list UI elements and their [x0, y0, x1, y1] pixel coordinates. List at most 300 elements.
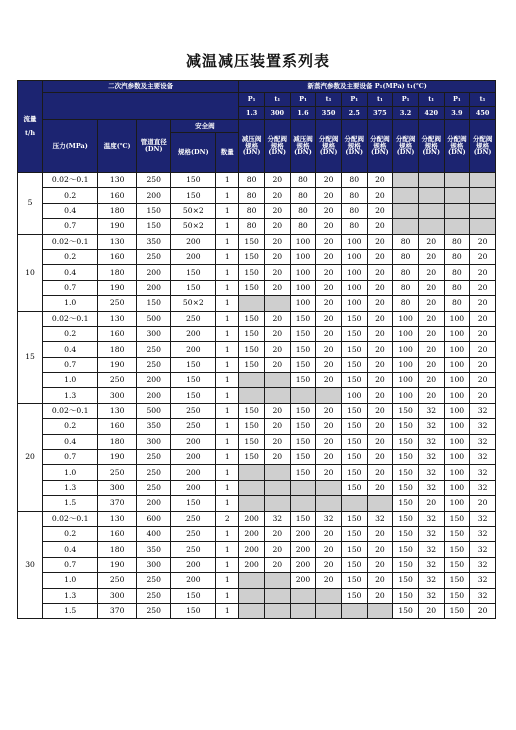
- pressure-header: 压力(MPa): [43, 120, 98, 173]
- table-cell: 150: [341, 542, 367, 557]
- table-cell: 1.3: [43, 388, 98, 403]
- table-cell: 20: [418, 265, 444, 280]
- table-row: [18, 203, 496, 218]
- table-cell: 200: [171, 342, 216, 357]
- table-cell: 100: [341, 296, 367, 311]
- table-cell: 1: [216, 311, 239, 326]
- table-cell: 20: [367, 419, 393, 434]
- table-cell: 250: [136, 450, 170, 465]
- table-cell: 200: [136, 188, 170, 203]
- table-cell: 80: [290, 203, 316, 218]
- dist-header: 分配阀规格(DN): [393, 120, 419, 173]
- table-cell: 100: [444, 419, 470, 434]
- table-row: [18, 496, 496, 511]
- table-cell: 150: [171, 265, 216, 280]
- table-cell: [316, 496, 342, 511]
- table-cell: 32: [470, 465, 496, 480]
- table-cell: 150: [171, 280, 216, 295]
- table-cell: 80: [290, 173, 316, 188]
- table-cell: [239, 603, 265, 618]
- table-cell: 250: [136, 480, 170, 495]
- table-cell: 20: [367, 480, 393, 495]
- table-cell: 20: [418, 249, 444, 264]
- table-cell: 200: [171, 234, 216, 249]
- table-cell: 150: [290, 465, 316, 480]
- table-cell: [418, 173, 444, 188]
- flow-cell: 10: [18, 234, 43, 311]
- table-cell: 200: [171, 573, 216, 588]
- table-cell: 150: [239, 342, 265, 357]
- table-cell: [264, 388, 290, 403]
- table-cell: 80: [239, 219, 265, 234]
- table-cell: [264, 588, 290, 603]
- pair-0-t-label: t₁: [264, 93, 290, 107]
- table-cell: [264, 496, 290, 511]
- table-cell: 150: [341, 357, 367, 372]
- flow-header: 流量 t/h: [18, 81, 43, 173]
- table-cell: 100: [393, 342, 419, 357]
- flow-cell: 15: [18, 311, 43, 403]
- table-cell: 100: [393, 388, 419, 403]
- table-cell: 32: [418, 511, 444, 526]
- table-cell: 250: [136, 249, 170, 264]
- table-cell: 150: [393, 403, 419, 418]
- table-cell: 32: [418, 480, 444, 495]
- table-cell: 80: [239, 188, 265, 203]
- table-cell: 80: [341, 203, 367, 218]
- table-cell: 20: [264, 357, 290, 372]
- table-cell: 250: [171, 526, 216, 541]
- table-cell: 32: [470, 450, 496, 465]
- table-cell: [393, 188, 419, 203]
- table-cell: 20: [470, 496, 496, 511]
- table-cell: 100: [444, 373, 470, 388]
- table-cell: 0.2: [43, 326, 98, 341]
- table-cell: 80: [290, 219, 316, 234]
- table-cell: 20: [470, 296, 496, 311]
- table-cell: 32: [264, 511, 290, 526]
- table-cell: 150: [393, 465, 419, 480]
- series-table: [17, 80, 496, 619]
- table-cell: 1.0: [43, 373, 98, 388]
- table-cell: 150: [393, 480, 419, 495]
- table-cell: 1.0: [43, 573, 98, 588]
- table-cell: 1: [216, 265, 239, 280]
- table-cell: [264, 603, 290, 618]
- table-cell: 350: [136, 234, 170, 249]
- table-cell: 32: [470, 403, 496, 418]
- pair-4-t-value: 450: [470, 107, 496, 120]
- table-cell: 250: [136, 173, 170, 188]
- table-cell: 150: [290, 311, 316, 326]
- table-cell: [264, 480, 290, 495]
- table-cell: 32: [418, 542, 444, 557]
- table-cell: 1: [216, 296, 239, 311]
- table-cell: 200: [171, 465, 216, 480]
- table-cell: 1.0: [43, 296, 98, 311]
- table-cell: 150: [171, 388, 216, 403]
- table-cell: [239, 373, 265, 388]
- table-cell: 100: [290, 234, 316, 249]
- table-cell: 1: [216, 203, 239, 218]
- table-cell: 32: [470, 434, 496, 449]
- table-cell: 20: [470, 342, 496, 357]
- table-cell: 150: [171, 496, 216, 511]
- table-cell: 20: [367, 388, 393, 403]
- table-cell: [239, 573, 265, 588]
- table-cell: 150: [290, 373, 316, 388]
- table-cell: 150: [290, 511, 316, 526]
- table-cell: 32: [418, 465, 444, 480]
- table-cell: 130: [98, 511, 137, 526]
- table-cell: 0.7: [43, 280, 98, 295]
- table-cell: 32: [418, 434, 444, 449]
- table-cell: 150: [136, 219, 170, 234]
- table-cell: 20: [470, 234, 496, 249]
- table-cell: 20: [316, 542, 342, 557]
- table-cell: 150: [239, 326, 265, 341]
- table-cell: [316, 603, 342, 618]
- table-cell: 32: [470, 526, 496, 541]
- table-cell: 160: [98, 326, 137, 341]
- table-cell: 32: [418, 573, 444, 588]
- table-cell: 100: [290, 296, 316, 311]
- table-cell: [290, 480, 316, 495]
- safety-valve-header: 安全阀: [171, 120, 239, 133]
- table-cell: 200: [239, 557, 265, 572]
- table-cell: 20: [316, 280, 342, 295]
- table-cell: 20: [367, 173, 393, 188]
- table-cell: 130: [98, 311, 137, 326]
- table-cell: 150: [341, 326, 367, 341]
- table-cell: 150: [444, 511, 470, 526]
- table-cell: 80: [444, 234, 470, 249]
- table-row: [18, 603, 496, 618]
- table-cell: 80: [393, 265, 419, 280]
- table-cell: 150: [341, 342, 367, 357]
- table-cell: 100: [393, 326, 419, 341]
- table-cell: [341, 603, 367, 618]
- table-cell: 20: [316, 249, 342, 264]
- pair-3-t-label: t₁: [418, 93, 444, 107]
- table-cell: 150: [341, 557, 367, 572]
- table-cell: 250: [136, 603, 170, 618]
- pair-2-p-value: 2.5: [341, 107, 367, 120]
- table-cell: 20: [470, 357, 496, 372]
- table-cell: 150: [444, 557, 470, 572]
- table-cell: 1: [216, 326, 239, 341]
- table-cell: 0.4: [43, 265, 98, 280]
- table-cell: 20: [264, 450, 290, 465]
- table-cell: 80: [341, 173, 367, 188]
- table-cell: 250: [136, 342, 170, 357]
- table-cell: 80: [239, 173, 265, 188]
- table-cell: 160: [98, 526, 137, 541]
- table-cell: 200: [171, 249, 216, 264]
- table-cell: 0.7: [43, 450, 98, 465]
- table-row: [18, 188, 496, 203]
- table-row: [18, 280, 496, 295]
- table-cell: 150: [341, 434, 367, 449]
- table-cell: 150: [171, 373, 216, 388]
- table-cell: 100: [290, 280, 316, 295]
- table-cell: 80: [341, 188, 367, 203]
- table-cell: 50×2: [171, 219, 216, 234]
- table-cell: 150: [341, 403, 367, 418]
- table-cell: 20: [316, 526, 342, 541]
- pair-4-p-label: P₁: [444, 93, 470, 107]
- dist-header: 分配阀规格(DN): [470, 120, 496, 173]
- table-cell: 20: [316, 573, 342, 588]
- table-cell: 150: [444, 573, 470, 588]
- table-cell: 1: [216, 496, 239, 511]
- table-cell: 1.5: [43, 496, 98, 511]
- table-cell: 80: [239, 203, 265, 218]
- table-cell: 20: [264, 203, 290, 218]
- table-cell: [444, 219, 470, 234]
- table-cell: 150: [393, 434, 419, 449]
- table-cell: 0.2: [43, 526, 98, 541]
- table-cell: 20: [418, 342, 444, 357]
- table-cell: 150: [171, 603, 216, 618]
- table-cell: 20: [367, 465, 393, 480]
- table-cell: 20: [470, 373, 496, 388]
- table-cell: 200: [171, 450, 216, 465]
- table-cell: [470, 173, 496, 188]
- table-cell: 20: [316, 450, 342, 465]
- table-cell: 20: [367, 526, 393, 541]
- table-cell: [290, 496, 316, 511]
- table-cell: 0.02～0.1: [43, 511, 98, 526]
- table-cell: 150: [341, 526, 367, 541]
- table-cell: 20: [367, 450, 393, 465]
- table-cell: 20: [418, 296, 444, 311]
- table-cell: 100: [393, 373, 419, 388]
- table-cell: 32: [470, 511, 496, 526]
- table-cell: 400: [136, 526, 170, 541]
- table-cell: [367, 496, 393, 511]
- table-cell: 200: [239, 542, 265, 557]
- table-body: [18, 173, 496, 619]
- table-cell: 1: [216, 465, 239, 480]
- table-row: [18, 342, 496, 357]
- table-cell: 32: [367, 511, 393, 526]
- pair-3-p-label: P₁: [393, 93, 419, 107]
- table-cell: 20: [418, 326, 444, 341]
- table-row: [18, 434, 496, 449]
- pair-0-t-value: 300: [264, 107, 290, 120]
- table-cell: 20: [316, 434, 342, 449]
- table-cell: 20: [470, 311, 496, 326]
- table-cell: 150: [171, 588, 216, 603]
- table-cell: 20: [264, 219, 290, 234]
- table-cell: [239, 296, 265, 311]
- table-cell: 20: [418, 280, 444, 295]
- table-cell: 20: [264, 557, 290, 572]
- table-cell: 200: [290, 542, 316, 557]
- table-cell: 100: [444, 388, 470, 403]
- table-cell: 20: [264, 542, 290, 557]
- table-cell: 1: [216, 542, 239, 557]
- table-cell: 150: [341, 573, 367, 588]
- table-cell: 180: [98, 542, 137, 557]
- dist-header: 分配阀规格(DN): [341, 120, 367, 173]
- table-cell: 20: [316, 419, 342, 434]
- table-cell: 150: [341, 373, 367, 388]
- table-cell: 20: [367, 249, 393, 264]
- flow-cell: 30: [18, 511, 43, 619]
- table-cell: [470, 188, 496, 203]
- table-cell: 20: [264, 403, 290, 418]
- secondary-spacer: [43, 93, 239, 120]
- table-cell: 100: [444, 450, 470, 465]
- table-cell: 100: [290, 265, 316, 280]
- table-row: [18, 465, 496, 480]
- table-cell: 20: [418, 496, 444, 511]
- table-cell: 32: [418, 403, 444, 418]
- table-cell: 1.3: [43, 588, 98, 603]
- table-cell: 100: [341, 249, 367, 264]
- table-row: [18, 511, 496, 526]
- table-cell: 20: [418, 311, 444, 326]
- table-cell: 1: [216, 450, 239, 465]
- table-cell: 50×2: [171, 203, 216, 218]
- table-cell: 100: [444, 342, 470, 357]
- table-cell: 0.7: [43, 357, 98, 372]
- table-cell: 150: [239, 403, 265, 418]
- table-cell: 160: [98, 188, 137, 203]
- table-cell: 150: [136, 296, 170, 311]
- table-cell: 150: [341, 588, 367, 603]
- table-cell: 1: [216, 342, 239, 357]
- reducer-header: 减压阀规格(DN): [290, 120, 316, 173]
- table-cell: 130: [98, 403, 137, 418]
- table-cell: 150: [444, 603, 470, 618]
- table-cell: 1: [216, 419, 239, 434]
- table-cell: [239, 465, 265, 480]
- table-cell: 150: [341, 465, 367, 480]
- table-cell: [264, 373, 290, 388]
- table-cell: 150: [171, 173, 216, 188]
- table-cell: [393, 173, 419, 188]
- table-cell: 370: [98, 496, 137, 511]
- table-cell: 250: [136, 573, 170, 588]
- table-cell: 20: [418, 373, 444, 388]
- table-cell: 100: [444, 465, 470, 480]
- pair-3-t-value: 420: [418, 107, 444, 120]
- table-cell: [393, 203, 419, 218]
- table-cell: 190: [98, 280, 137, 295]
- table-cell: 0.2: [43, 249, 98, 264]
- table-cell: 150: [290, 450, 316, 465]
- table-cell: 20: [264, 249, 290, 264]
- table-cell: 1: [216, 603, 239, 618]
- table-row: [18, 234, 496, 249]
- table-cell: 32: [470, 557, 496, 572]
- table-cell: 500: [136, 311, 170, 326]
- table-cell: 150: [393, 557, 419, 572]
- table-cell: 150: [136, 203, 170, 218]
- table-cell: 150: [393, 588, 419, 603]
- table-cell: 250: [171, 419, 216, 434]
- table-cell: [290, 588, 316, 603]
- table-cell: 20: [316, 357, 342, 372]
- table-cell: 20: [367, 203, 393, 218]
- table-cell: 80: [393, 249, 419, 264]
- table-cell: 20: [418, 357, 444, 372]
- table-cell: 150: [239, 249, 265, 264]
- table-cell: 20: [316, 203, 342, 218]
- table-cell: 0.02～0.1: [43, 311, 98, 326]
- table-cell: 300: [136, 326, 170, 341]
- table-cell: 200: [239, 526, 265, 541]
- table-cell: 150: [290, 434, 316, 449]
- table-cell: 20: [316, 234, 342, 249]
- table-cell: 250: [171, 403, 216, 418]
- pair-1-p-label: P₁: [290, 93, 316, 107]
- table-cell: 80: [341, 219, 367, 234]
- table-cell: 250: [171, 311, 216, 326]
- table-row: [18, 219, 496, 234]
- table-cell: [239, 588, 265, 603]
- table-cell: 150: [393, 542, 419, 557]
- table-cell: 32: [470, 419, 496, 434]
- table-cell: 20: [367, 434, 393, 449]
- table-cell: 32: [316, 511, 342, 526]
- table-cell: [239, 388, 265, 403]
- table-cell: 150: [239, 311, 265, 326]
- table-cell: 250: [136, 465, 170, 480]
- table-row: [18, 526, 496, 541]
- table-cell: 32: [470, 542, 496, 557]
- table-cell: 32: [418, 526, 444, 541]
- table-cell: 20: [367, 403, 393, 418]
- pair-3-p-value: 3.2: [393, 107, 419, 120]
- table-cell: 150: [393, 496, 419, 511]
- table-cell: 100: [444, 480, 470, 495]
- table-cell: 1: [216, 173, 239, 188]
- table-cell: 80: [444, 265, 470, 280]
- table-cell: 250: [136, 588, 170, 603]
- table-cell: 150: [341, 419, 367, 434]
- table-cell: [239, 496, 265, 511]
- table-cell: 250: [136, 357, 170, 372]
- table-cell: 190: [98, 557, 137, 572]
- flow-cell: 5: [18, 173, 43, 235]
- table-cell: 100: [341, 280, 367, 295]
- table-cell: 300: [98, 388, 137, 403]
- table-cell: 160: [98, 249, 137, 264]
- pair-2-t-value: 375: [367, 107, 393, 120]
- table-cell: 100: [444, 403, 470, 418]
- temp-header: 温度(℃): [98, 120, 137, 173]
- pipe-header: 管道直径(DN): [136, 120, 170, 173]
- table-cell: 20: [316, 188, 342, 203]
- table-cell: 20: [264, 234, 290, 249]
- table-cell: 150: [290, 403, 316, 418]
- dist-header: 分配阀规格(DN): [367, 120, 393, 173]
- table-cell: 20: [316, 342, 342, 357]
- table-cell: 150: [393, 526, 419, 541]
- table-cell: 130: [98, 234, 137, 249]
- table-cell: 180: [98, 265, 137, 280]
- table-cell: 20: [470, 388, 496, 403]
- table-cell: 100: [393, 357, 419, 372]
- table-cell: 180: [98, 342, 137, 357]
- table-row: [18, 249, 496, 264]
- table-cell: [418, 188, 444, 203]
- table-cell: 250: [171, 542, 216, 557]
